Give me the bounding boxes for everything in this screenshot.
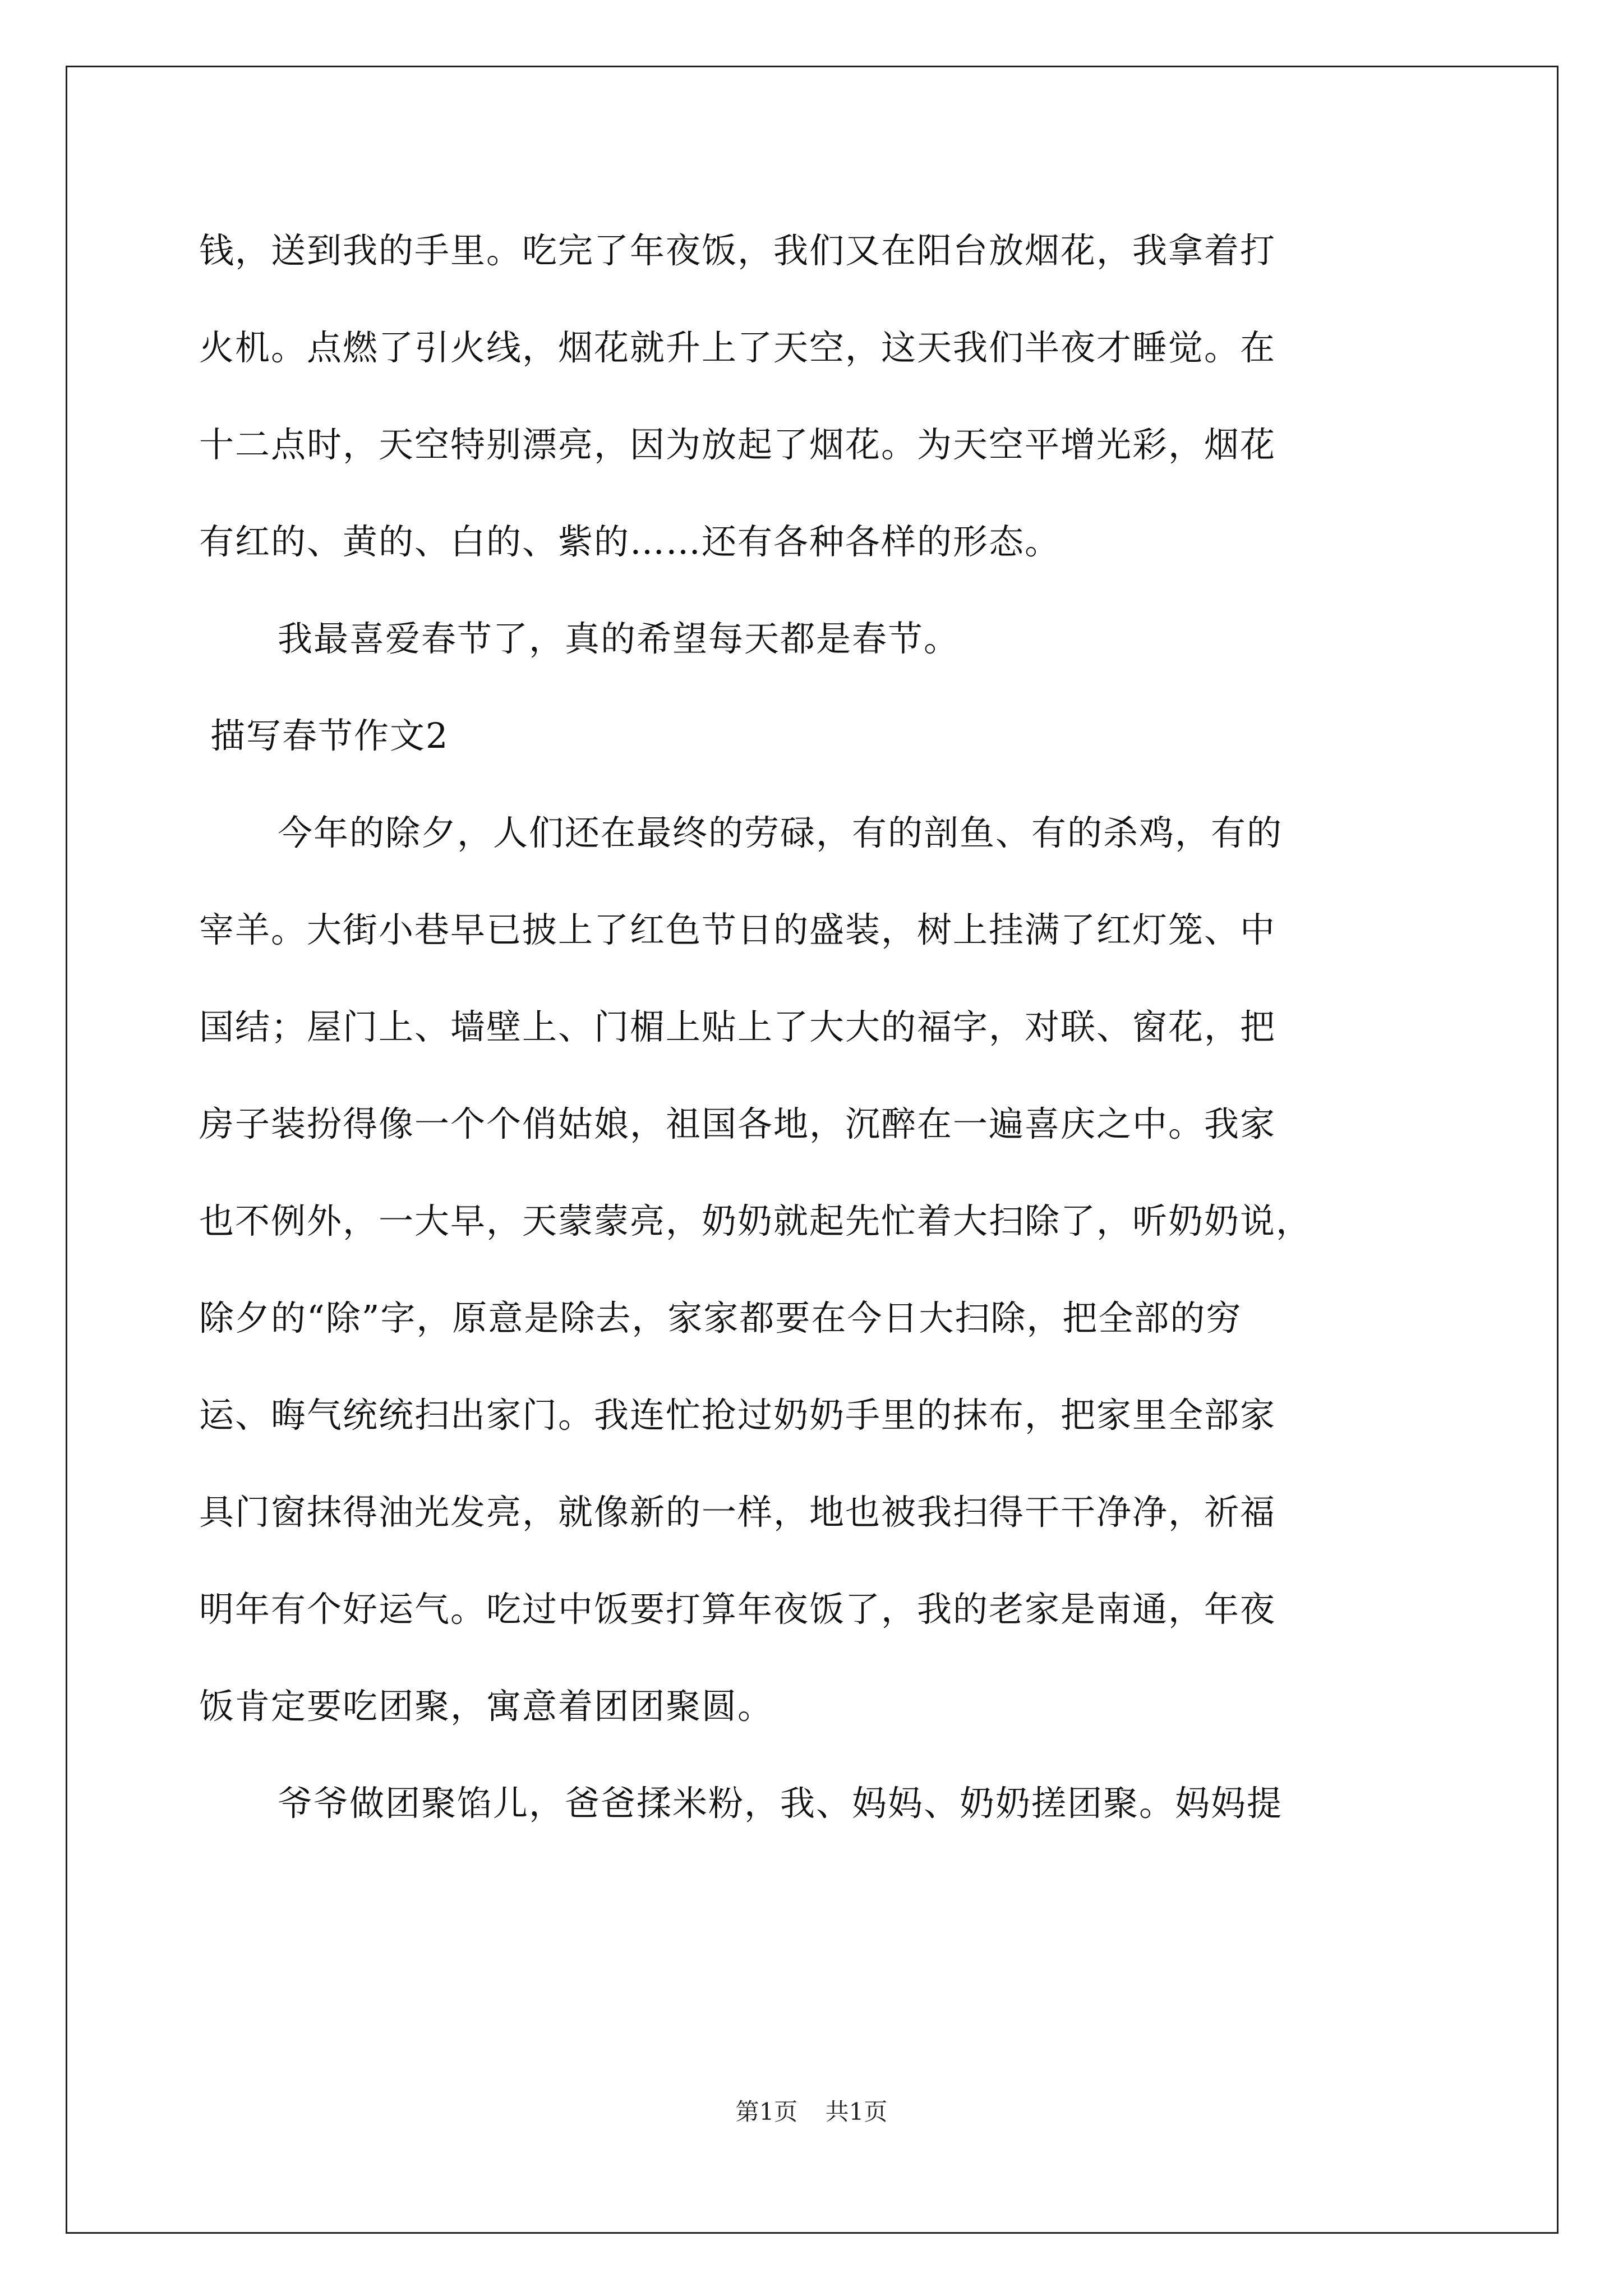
text-line: 也不例外，一大早，天蒙蒙亮，奶奶就起先忙着大扫除了，听奶奶说， [199, 1200, 1312, 1241]
text-line: 国结；屋门上、墙壁上、门楣上贴上了大大的福字，对联、窗花，把 [199, 1006, 1276, 1047]
text-line: 我最喜爱春节了，真的希望每天都是春节。 [278, 618, 960, 659]
section-heading: 描写春节作文2 [210, 715, 449, 756]
text-line: 明年有个好运气。吃过中饭要打算年夜饭了，我的老家是南通，年夜 [199, 1589, 1276, 1630]
page-total: 共1页 [825, 2098, 888, 2125]
text-line: 今年的除夕，人们还在最终的劳碌，有的剖鱼、有的杀鸡，有的 [278, 812, 1283, 853]
text-line: 运、晦气统统扫出家门。我连忙抢过奶奶手里的抹布，把家里全部家 [199, 1395, 1276, 1435]
text-line: 钱，送到我的手里。吃完了年夜饭，我们又在阳台放烟花，我拿着打 [199, 230, 1276, 271]
text-line: 具门窗抹得油光发亮，就像新的一样，地也被我扫得干干净净，祈福 [199, 1492, 1276, 1533]
text-line: 十二点时，天空特别漂亮，因为放起了烟花。为天空平增光彩，烟花 [199, 424, 1276, 465]
text-line: 宰羊。大街小巷早已披上了红色节日的盛装，树上挂满了红灯笼、中 [199, 909, 1276, 950]
text-line: 有红的、黄的、白的、紫的……还有各种各样的形态。 [199, 521, 1061, 562]
text-line: 饭肯定要吃团聚，寓意着团团聚圆。 [199, 1686, 774, 1727]
text-line: 爷爷做团聚馅儿，爸爸揉米粉，我、妈妈、奶奶搓团聚。妈妈提 [278, 1783, 1283, 1824]
document-body [199, 202, 1436, 1852]
text-line: 房子装扮得像一个个俏姑娘，祖国各地，沉醉在一遍喜庆之中。我家 [199, 1103, 1276, 1144]
page-footer [0, 2098, 1623, 2126]
text-line: 火机。点燃了引火线，烟花就升上了天空，这天我们半夜才睡觉。在 [199, 327, 1276, 368]
page-number: 第1页 [735, 2098, 798, 2125]
text-line: 除夕的“除”字，原意是除去，家家都要在今日大扫除，把全部的穷 [199, 1297, 1242, 1338]
